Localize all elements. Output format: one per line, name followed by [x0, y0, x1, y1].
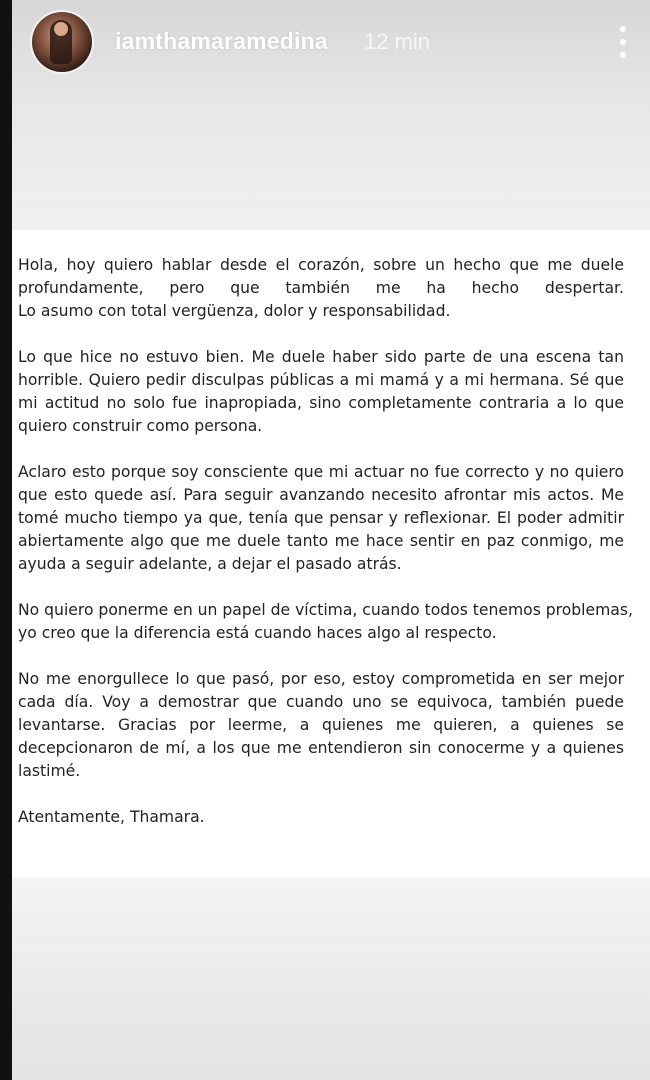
letter-text	[18, 254, 633, 829]
more-dot-icon	[620, 52, 626, 58]
letter-line: quiero construir como persona.	[18, 417, 263, 435]
letter-paragraph	[18, 806, 624, 829]
letter-line: Lo asumo con total vergüenza, dolor y responsabilidad.	[18, 302, 451, 320]
letter-paragraph	[18, 599, 633, 645]
letter-paragraph	[18, 668, 624, 783]
more-options-button[interactable]	[612, 22, 634, 62]
story-header	[32, 12, 642, 72]
letter-line: lastimé.	[18, 762, 81, 780]
letter-paragraph	[18, 346, 624, 438]
letter-line: profundamente, pero que también me ha hecho despertar.	[18, 279, 624, 297]
more-dot-icon	[620, 26, 626, 32]
letter-line: No quiero ponerme en un papel de víctima, cuando todos tenemos problemas,	[18, 601, 633, 619]
username[interactable]: iamthamaramedina	[115, 28, 328, 54]
avatar-face	[54, 22, 68, 36]
letter-line: mi actitud no solo fue inapropiada, sino completamente contraria a lo que	[18, 394, 624, 412]
letter-line: Hola, hoy quiero hablar desde el corazón, sobre un hecho que me duele	[18, 256, 624, 274]
letter-paragraph	[18, 461, 624, 576]
letter-line: Aclaro esto porque soy consciente que mi actuar no fue correcto y no quiero	[18, 463, 624, 481]
letter-line: levantarse. Gracias por leerme, a quienes me quieren, a quienes se	[18, 716, 624, 734]
timestamp: 12 min	[364, 29, 431, 54]
letter-line: yo creo que la diferencia está cuando haces algo al respecto.	[18, 624, 497, 642]
letter-line: que esto quede así. Para seguir avanzando necesito afrontar mis actos. Me	[18, 486, 624, 504]
letter-line: Lo que hice no estuvo bien. Me duele haber sido parte de una escena tan	[18, 348, 624, 366]
story-bottom-background	[12, 877, 650, 1080]
letter-paragraph	[18, 254, 624, 323]
letter-line: decepcionaron de mí, a los que me entendieron sin conocerme y a quienes	[18, 739, 624, 757]
avatar[interactable]	[32, 12, 92, 72]
more-dot-icon	[620, 39, 626, 45]
letter-line: Atentamente, Thamara.	[18, 808, 205, 826]
letter-line: horrible. Quiero pedir disculpas públicas a mi mamá y a mi hermana. Sé que	[18, 371, 624, 389]
letter-line: abiertamente algo que me duele tanto me hace sentir en paz conmigo, me	[18, 532, 624, 550]
letter-line: tomé mucho tiempo ya que, tenía que pensar y reflexionar. El poder admitir	[18, 509, 624, 527]
letter-line: cada día. Voy a demostrar que cuando uno se equivoca, también puede	[18, 693, 624, 711]
letter-line: No me enorgullece lo que pasó, por eso, estoy comprometida en ser mejor	[18, 670, 624, 688]
letter-line: ayuda a seguir adelante, a dejar el pasado atrás.	[18, 555, 402, 573]
